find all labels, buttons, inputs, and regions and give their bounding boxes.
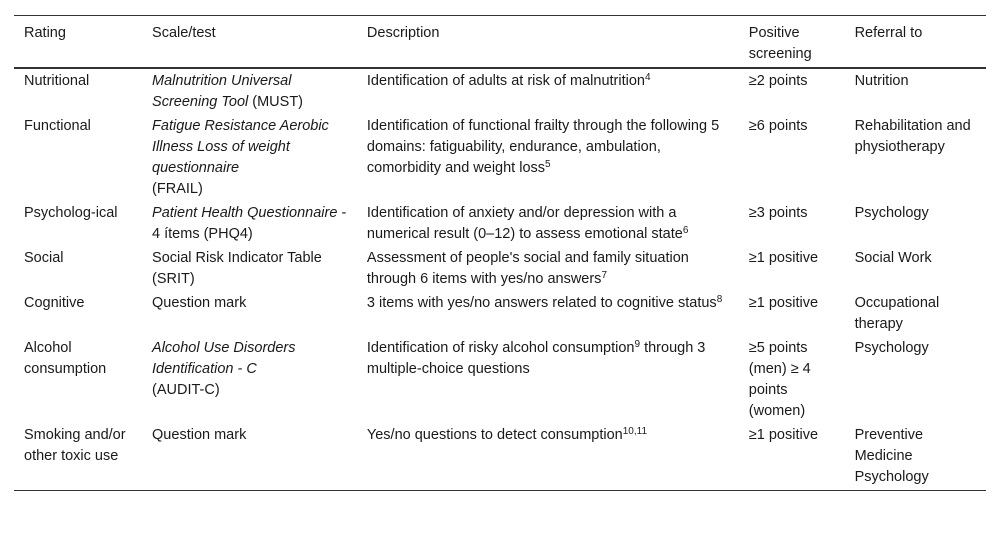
reference-superscript: 10,11 (622, 426, 648, 437)
cell-rating: Alcohol consumption (24, 340, 107, 377)
scale-rest: Question mark (152, 295, 247, 311)
cell-referral: Preventive Medicine Psychology (854, 427, 929, 485)
scale-rest: - 4 ítems (PHQ4) (152, 205, 347, 242)
cell-positive-screening: ≥1 positive (748, 427, 819, 443)
cell-scale (142, 247, 357, 292)
scale-rest: (FRAIL) (152, 181, 203, 197)
cell-referral: Social Work (854, 250, 932, 266)
cell-scale (142, 337, 357, 424)
cell-referral: Nutrition (854, 73, 909, 89)
scale-italic: Patient Health Questionnaire (152, 205, 338, 221)
cell-description (357, 115, 739, 202)
cell-positive-screening: ≥5 points (men) ≥ 4 points (women) (748, 340, 811, 419)
table-row (14, 247, 986, 292)
scale-rest: Question mark (152, 427, 247, 443)
cell-description (357, 292, 739, 337)
scale-italic: Alcohol Use Disorders Identification - C (152, 340, 296, 377)
table-row (14, 68, 986, 115)
cell-referral: Rehabilitation and physiotherapy (854, 118, 971, 155)
table-row (14, 292, 986, 337)
cell-description (357, 337, 739, 424)
cell-rating: Psycholog-ical (24, 205, 118, 221)
cell-rating: Cognitive (24, 295, 85, 311)
table-row (14, 337, 986, 424)
cell-description (357, 247, 739, 292)
reference-superscript: 6 (682, 225, 689, 236)
reference-superscript: 5 (545, 159, 551, 170)
cell-description (357, 68, 739, 115)
description-text: Identification of adults at risk of malnutrition (366, 73, 645, 89)
scale-italic: Malnutrition Universal Screening Tool (152, 73, 292, 110)
description-text: Identification of anxiety and/or depression with a numerical result (0–12) to assess emotional state (366, 205, 683, 242)
reference-superscript: 7 (601, 270, 607, 281)
cell-scale (142, 68, 357, 115)
cell-positive-screening: ≥3 points (748, 205, 808, 221)
screening-table-container (14, 15, 986, 491)
cell-referral: Psychology (854, 205, 929, 221)
description-text: 3 items with yes/no answers related to cognitive status (366, 295, 717, 311)
cell-positive-screening: ≥1 positive (748, 250, 819, 266)
table-body (14, 68, 986, 491)
reference-superscript: 8 (716, 294, 723, 305)
cell-referral: Psychology (854, 340, 929, 356)
screening-table (14, 15, 986, 491)
cell-description (357, 424, 739, 491)
description-tail: through 3 multiple-choice questions (366, 340, 706, 377)
table-row (14, 115, 986, 202)
reference-superscript: 4 (644, 72, 651, 83)
cell-rating: Nutritional (24, 73, 90, 89)
header-referral: Referral to (854, 25, 923, 41)
cell-description (357, 202, 739, 247)
scale-rest: (MUST) (248, 94, 303, 110)
table-header (14, 16, 986, 69)
description-text: Identification of risky alcohol consumption (366, 340, 635, 356)
cell-scale (142, 424, 357, 491)
cell-positive-screening: ≥2 points (748, 73, 808, 89)
header-scale: Scale/test (152, 25, 216, 41)
scale-italic: Fatigue Resistance Aerobic Illness Loss of weight questionnaire (152, 118, 329, 176)
description-text: Assessment of people's social and family situation through 6 items with yes/no answers (366, 250, 689, 287)
cell-scale (142, 115, 357, 202)
scale-rest: Social Risk Indicator Table (SRIT) (152, 250, 322, 287)
header-positive-screening: Positive screening (748, 25, 812, 62)
description-text: Identification of functional frailty through the following 5 domains: fatiguability, endurance, ambulation, comorbidity and weight loss (366, 118, 720, 176)
table-row (14, 424, 986, 491)
cell-rating: Functional (24, 118, 91, 134)
scale-rest: (AUDIT-C) (152, 382, 220, 398)
table-row (14, 202, 986, 247)
cell-referral: Occupational therapy (854, 295, 940, 332)
header-description: Description (366, 25, 440, 41)
cell-positive-screening: ≥6 points (748, 118, 808, 134)
reference-superscript: 9 (634, 339, 641, 350)
cell-scale (142, 292, 357, 337)
cell-scale (142, 202, 357, 247)
cell-rating: Smoking and/or other toxic use (24, 427, 126, 464)
cell-positive-screening: ≥1 positive (748, 295, 819, 311)
description-text: Yes/no questions to detect consumption (366, 427, 623, 443)
header-row (14, 16, 986, 69)
header-rating: Rating (24, 25, 66, 41)
cell-rating: Social (24, 250, 64, 266)
